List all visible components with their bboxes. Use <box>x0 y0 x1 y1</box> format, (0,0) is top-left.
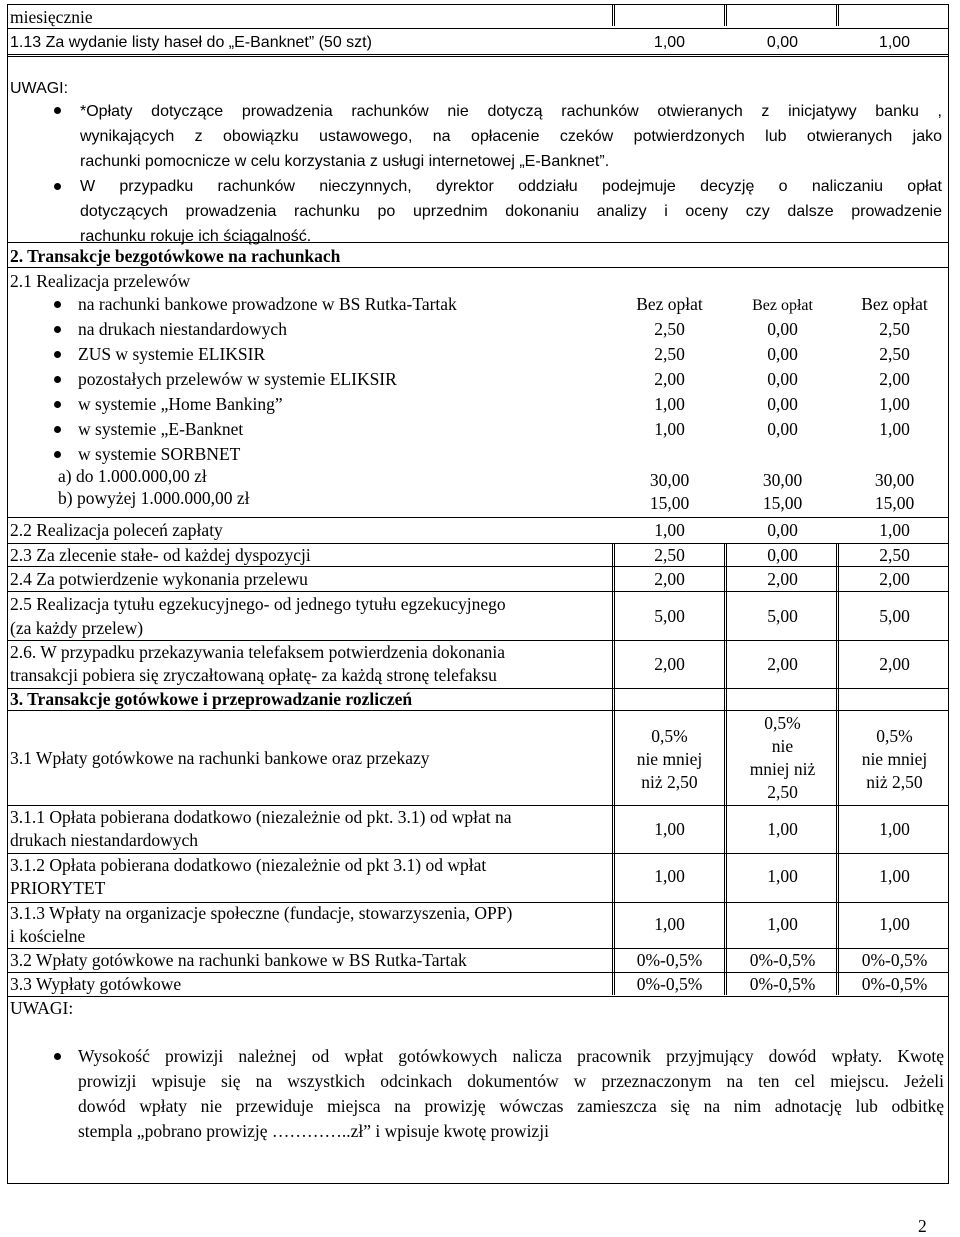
row-2-4-value-3: 2,00 <box>879 569 910 589</box>
transfer-item-value-3: 1,00 <box>879 394 910 414</box>
column-divider <box>836 543 839 949</box>
bullet-icon <box>54 351 61 358</box>
transfer-item-value-3: Bez opłat <box>861 294 928 314</box>
row-3-1-1-value-1: 1,00 <box>654 819 685 839</box>
column-divider <box>612 948 615 995</box>
row-3-1-value-2-line: 0,5% <box>764 713 801 733</box>
column-divider <box>724 948 727 995</box>
row-3-1-value-3-line: niż 2,50 <box>866 772 923 792</box>
section-2-1-title: 2.1 Realizacja przelewów <box>10 271 191 291</box>
row-divider <box>7 972 949 973</box>
row-divider <box>7 267 949 268</box>
sorbnet-value-3: 30,00 <box>874 470 915 490</box>
row-divider <box>7 28 949 29</box>
sorbnet-value-2: 15,00 <box>762 493 803 513</box>
note-line: W przypadku rachunków nieczynnych, dyrektor oddziału podejmuje decyzję o naliczaniu opłat <box>80 178 942 195</box>
note-line: rachunki pomocnicze w celu korzystania z usługi internetowej „E-Banknet”. <box>80 153 610 170</box>
row-3-2-value-2: 0%-0,5% <box>749 950 816 970</box>
row-3-1-2-label-line-1: 3.1.2 Opłata pobierana dodatkowo (niezależnie od pkt 3.1) od wpłat <box>10 855 487 875</box>
row-2-5-label-line-1: 2.5 Realizacja tytułu egzekucyjnego- od jednego tytułu egzekucyjnego <box>10 594 506 614</box>
row-2-2-value-1: 1,00 <box>654 520 685 540</box>
row-1-13-value-2: 0,00 <box>766 34 799 51</box>
row-divider <box>7 805 949 806</box>
row-2-6-value-3: 2,00 <box>879 654 910 674</box>
note-line: prowizji wpisuje się na wszystkich odcinkach dokumentów w przeznaczonym na ten cel miejscu. Jeżeli <box>78 1071 944 1091</box>
row-2-6-label-line-2: transakcji pobiera się zryczałtowaną opłatę- za każdą stronę telefaksu <box>10 665 497 685</box>
prev-row-tail: miesięcznie <box>10 7 93 27</box>
note-bullet-1 <box>80 99 942 174</box>
row-3-1-value-2-line: mniej niż <box>749 759 816 779</box>
bullet-icon <box>54 451 61 458</box>
row-3-1-value-1-line: 0,5% <box>651 726 688 746</box>
row-divider <box>7 591 949 592</box>
transfer-item-value-2: 0,00 <box>767 419 798 439</box>
row-1-13-label: 1.13 Za wydanie listy haseł do „E-Banknet” (50 szt) <box>10 34 372 51</box>
notes-title-2: UWAGI: <box>10 998 74 1018</box>
row-2-3-label: 2.3 Za zlecenie stałe- od każdej dyspozycji <box>10 545 311 565</box>
row-divider <box>7 948 949 949</box>
note-commission <box>78 1044 944 1144</box>
row-2-5-label-line-2: (za każdy przelew) <box>10 618 144 638</box>
row-3-1-2-value-1: 1,00 <box>654 866 685 886</box>
row-divider <box>7 710 949 711</box>
transfer-item-label: pozostałych przelewów w systemie ELIKSIR <box>78 369 397 389</box>
note-line: wynikających z obowiązku ustawowego, na opłacenie czeków potwierdzonych lub otwieranych jako <box>80 128 942 145</box>
transfer-item-label: ZUS w systemie ELIKSIR <box>78 344 266 364</box>
row-2-6-value-1: 2,00 <box>654 654 685 674</box>
row-3-1-value-1-line: nie mniej <box>636 749 703 769</box>
note-line: rachunku rokuje ich ściągalność. <box>80 228 312 245</box>
bullet-icon <box>54 426 61 433</box>
transfer-item-label: w systemie „E-Banknet <box>78 419 244 439</box>
row-1-13-value-1: 1,00 <box>653 34 686 51</box>
note-bullet-2 <box>80 174 942 249</box>
transfer-item-value-1: 1,00 <box>654 419 685 439</box>
row-3-1-value-2-line: nie <box>771 736 794 756</box>
row-3-1-1-value-2: 1,00 <box>767 819 798 839</box>
row-2-4-label: 2.4 Za potwierdzenie wykonania przelewu <box>10 569 308 589</box>
row-2-5-value-3: 5,00 <box>879 606 910 626</box>
row-3-1-3-value-1: 1,00 <box>654 914 685 934</box>
row-3-1-1-value-3: 1,00 <box>879 819 910 839</box>
row-2-2-value-2: 0,00 <box>767 520 798 540</box>
bullet-icon <box>54 301 61 308</box>
bullet-icon <box>54 1053 61 1060</box>
row-3-3-value-1: 0%-0,5% <box>636 974 703 994</box>
bullet-icon <box>54 401 61 408</box>
row-2-2-value-3: 1,00 <box>879 520 910 540</box>
row-divider <box>7 54 949 57</box>
row-divider <box>7 853 949 854</box>
row-3-1-1-label-line-1: 3.1.1 Opłata pobierana dodatkowo (niezależnie od pkt. 3.1) od wpłat na <box>10 807 512 827</box>
note-line: Wysokość prowizji należnej od wpłat gotówkowych nalicza pracownik przyjmujący dowód wpłaty. Kwotę <box>78 1046 944 1066</box>
row-3-1-3-label-line-2: i kościelne <box>10 926 86 946</box>
transfer-item-value-2: 0,00 <box>767 344 798 364</box>
note-line: stempla „pobrano prowizję …………..zł” i wpisuje kwotę prowizji <box>78 1121 549 1141</box>
column-divider <box>724 543 727 949</box>
note-line: *Opłaty dotyczące prowadzenia rachunków nie dotyczą rachunków otwieranych z inicjatywy banku , <box>80 103 942 120</box>
transfer-item-value-1: Bez opłat <box>636 294 703 314</box>
transfer-item-label: w systemie „Home Banking” <box>78 394 283 414</box>
row-3-1-2-value-3: 1,00 <box>879 866 910 886</box>
sorbnet-value-2: 30,00 <box>762 470 803 490</box>
table-border-right <box>948 4 949 1184</box>
row-divider <box>7 640 949 641</box>
transfer-item-value-2: 0,00 <box>767 369 798 389</box>
sorbnet-value-1: 15,00 <box>649 493 690 513</box>
row-2-6-value-2: 2,00 <box>767 654 798 674</box>
column-divider <box>612 543 615 949</box>
row-2-6-label-line-1: 2.6. W przypadku przekazywania telefaksem potwierdzenia dokonania <box>10 642 505 662</box>
row-3-1-1-label-line-2: drukach niestandardowych <box>10 830 199 850</box>
table-border-top <box>7 4 949 5</box>
transfer-item-value-2: Bez opłat <box>752 297 813 314</box>
row-3-1-3-value-2: 1,00 <box>767 914 798 934</box>
page-number: 2 <box>918 1216 927 1236</box>
transfer-item-label: w systemie SORBNET <box>78 444 241 464</box>
transfer-item-value-1: 2,50 <box>654 319 685 339</box>
row-2-4-value-2: 2,00 <box>767 569 798 589</box>
row-divider <box>7 996 949 997</box>
transfer-item-value-1: 1,00 <box>654 394 685 414</box>
column-divider <box>836 4 839 26</box>
bullet-icon <box>54 376 61 383</box>
row-2-5-value-1: 5,00 <box>654 606 685 626</box>
transfer-item-value-3: 2,50 <box>879 344 910 364</box>
bullet-icon <box>54 107 61 114</box>
transfer-item-value-3: 2,00 <box>879 369 910 389</box>
transfer-item-value-3: 1,00 <box>879 419 910 439</box>
sorbnet-value-3: 15,00 <box>874 493 915 513</box>
sorbnet-item-label: b) powyżej 1.000.000,00 zł <box>58 488 250 508</box>
row-3-3-value-3: 0%-0,5% <box>861 974 928 994</box>
row-3-1-value-1-line: niż 2,50 <box>641 772 698 792</box>
row-2-4-value-1: 2,00 <box>654 569 685 589</box>
section-2-title: 2. Transakcje bezgotówkowe na rachunkach <box>10 246 341 266</box>
row-3-3-value-2: 0%-0,5% <box>749 974 816 994</box>
transfer-item-value-3: 2,50 <box>879 319 910 339</box>
row-2-5-value-2: 5,00 <box>767 606 798 626</box>
row-3-2-value-3: 0%-0,5% <box>861 950 928 970</box>
row-2-3-value-2: 0,00 <box>767 545 798 565</box>
row-divider <box>7 566 949 567</box>
row-3-3-label: 3.3 Wypłaty gotówkowe <box>10 974 182 994</box>
row-divider <box>7 517 949 518</box>
bullet-icon <box>54 183 61 190</box>
column-divider <box>612 4 615 26</box>
row-3-1-value-3-line: nie mniej <box>861 749 928 769</box>
note-line: dotyczących prowadzenia rachunku po uprzednim dokonaniu analizy i oceny czy dalsze prowadzenie <box>80 203 942 220</box>
row-divider <box>7 543 949 544</box>
table-border-bottom <box>7 1183 949 1184</box>
transfer-item-value-2: 0,00 <box>767 394 798 414</box>
row-3-1-value-2-line: 2,50 <box>767 782 798 802</box>
transfer-item-value-1: 2,00 <box>654 369 685 389</box>
transfer-item-label: na drukach niestandardowych <box>78 319 287 339</box>
row-3-1-value-3-line: 0,5% <box>876 726 913 746</box>
row-3-2-label: 3.2 Wpłaty gotówkowe na rachunki bankowe w BS Rutka-Tartak <box>10 950 467 970</box>
sorbnet-value-1: 30,00 <box>649 470 690 490</box>
transfer-item-value-1: 2,50 <box>654 344 685 364</box>
notes-title: UWAGI: <box>10 80 69 97</box>
table-border-left <box>7 4 8 1184</box>
bullet-icon <box>54 326 61 333</box>
row-2-2-label: 2.2 Realizacja poleceń zapłaty <box>10 520 223 540</box>
row-3-1-3-value-3: 1,00 <box>879 914 910 934</box>
row-1-13-value-3: 1,00 <box>878 34 911 51</box>
column-divider <box>724 4 727 26</box>
transfer-item-value-2: 0,00 <box>767 319 798 339</box>
note-line: dowód wpłaty nie przewiduje miejsca na prowizję wówczas zamieszcza się na nim adnotację lub odbitkę <box>78 1096 944 1116</box>
row-3-1-label: 3.1 Wpłaty gotówkowe na rachunki bankowe oraz przekazy <box>10 748 430 768</box>
row-3-1-3-label-line-1: 3.1.3 Wpłaty na organizacje społeczne (fundacje, stowarzyszenia, OPP) <box>10 903 513 923</box>
transfer-item-label: na rachunki bankowe prowadzone w BS Rutka-Tartak <box>78 294 457 314</box>
row-3-2-value-1: 0%-0,5% <box>636 950 703 970</box>
row-2-3-value-1: 2,50 <box>654 545 685 565</box>
row-2-3-value-3: 2,50 <box>879 545 910 565</box>
column-divider <box>836 948 839 995</box>
sorbnet-item-label: a) do 1.000.000,00 zł <box>58 466 207 486</box>
row-3-1-2-value-2: 1,00 <box>767 866 798 886</box>
section-3-title: 3. Transakcje gotówkowe i przeprowadzanie rozliczeń <box>10 689 413 709</box>
row-3-1-2-label-line-2: PRIORYTET <box>10 878 106 898</box>
